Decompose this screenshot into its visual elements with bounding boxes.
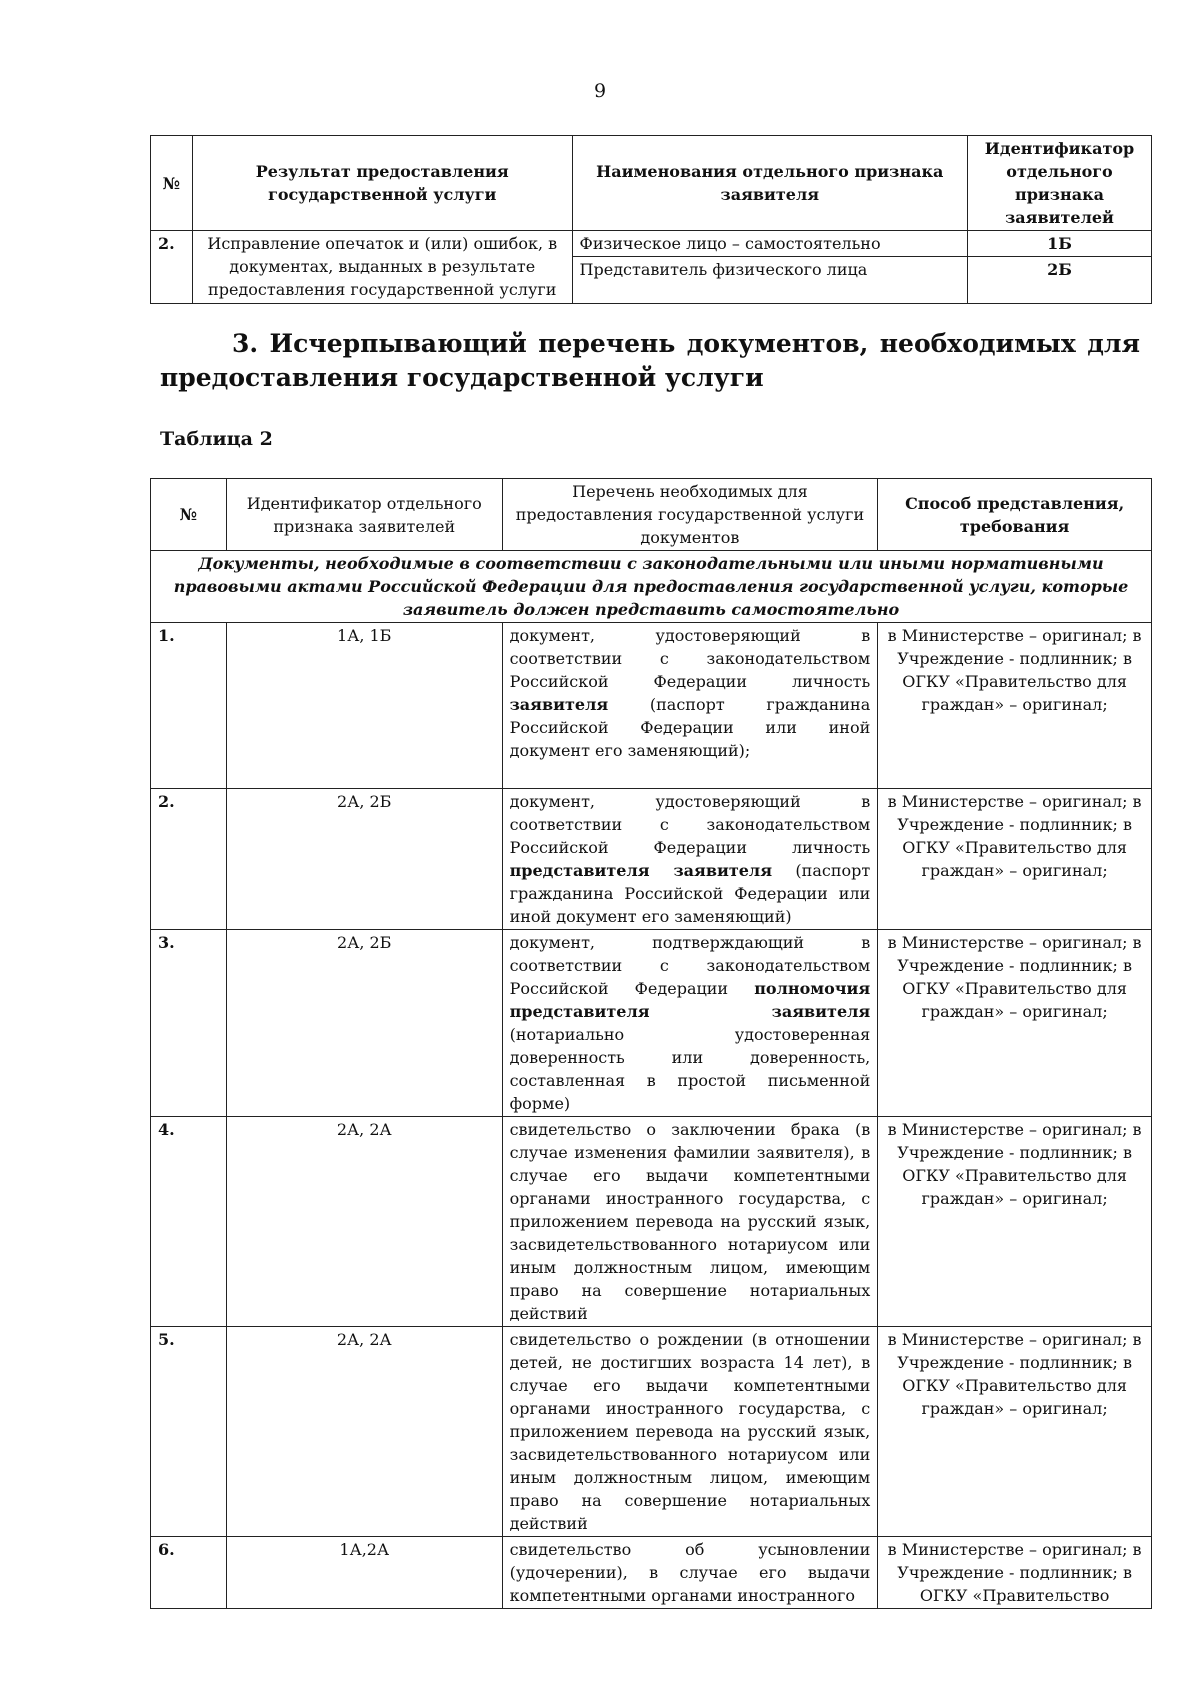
sign-id: 2Б	[968, 257, 1152, 304]
table-header-row	[151, 479, 1152, 551]
row-method: в Министерстве – оригинал; в Учреждение - подлинник; в ОГКУ «Правительство для граждан» – оригинал;	[878, 1327, 1152, 1537]
documents-table	[150, 478, 1152, 1609]
row-method: в Министерстве – оригинал; в Учреждение - подлинник; в ОГКУ «Правительство для граждан» – оригинал;	[878, 930, 1152, 1117]
document-text: документ, подтверждающий в соответствии с законодательством Российской Федерации	[509, 933, 871, 998]
section-heading-line1: 3. Исчерпывающий перечень документов, необходимых для	[232, 329, 1140, 358]
header-sign-name: Наименования отдельного признака заявителя	[572, 136, 967, 231]
header-num: №	[151, 136, 193, 231]
header-sign-id: Идентификатор отдельного признака заявителей	[968, 136, 1152, 231]
document-text: документ, удостоверяющий в соответствии с законодательством Российской Федерации личность	[509, 626, 871, 691]
table-row	[151, 1537, 1152, 1609]
table-row	[151, 789, 1152, 930]
table-row	[151, 1117, 1152, 1327]
row-num: 2.	[151, 789, 227, 930]
subheading-row	[151, 551, 1152, 623]
row-ids: 2А, 2А	[226, 1327, 502, 1537]
row-ids: 1А,2А	[226, 1537, 502, 1609]
row-method: в Министерстве – оригинал; в Учреждение - подлинник; в ОГКУ «Правительство для граждан» – оригинал;	[878, 1117, 1152, 1327]
row-num: 2.	[151, 231, 193, 304]
sign-name: Физическое лицо – самостоятельно	[572, 231, 967, 257]
row-num: 3.	[151, 930, 227, 1117]
document-text-tail: (паспорт гражданина Российской Федерации или иной документ его заменяющий)	[509, 861, 871, 926]
header-docs: Перечень необходимых для предоставления государственной услуги документов	[502, 479, 878, 551]
row-result: Исправление опечаток и (или) ошибок, в документах, выданных в результате предоставления государственной услуги	[192, 231, 572, 304]
table-row	[151, 930, 1152, 1117]
row-document	[502, 789, 878, 930]
header-method: Способ представления, требования	[878, 479, 1152, 551]
document-bold-text: полномочия представителя заявителя	[509, 979, 871, 1021]
row-method: в Министерстве – оригинал; в Учреждение - подлинник; в ОГКУ «Правительство	[878, 1537, 1152, 1609]
row-ids: 2А, 2Б	[226, 789, 502, 930]
sign-id: 1Б	[968, 231, 1152, 257]
document-text-tail: (нотариально удостоверенная доверенность или доверенность, составленная в простой письменной форме)	[509, 1025, 871, 1113]
table-label: Таблица 2	[160, 428, 273, 450]
header-ids: Идентификатор отдельного признака заявителей	[226, 479, 502, 551]
row-num: 4.	[151, 1117, 227, 1327]
document-bold-text: представителя заявителя	[509, 861, 773, 880]
row-document: свидетельство об усыновлении (удочерении), в случае его выдачи компетентными органами иностранного	[502, 1537, 878, 1609]
table-row	[151, 1327, 1152, 1537]
row-num: 5.	[151, 1327, 227, 1537]
document-text-tail: (паспорт гражданина Российской Федерации или иной документ его заменяющий);	[509, 695, 871, 760]
row-num: 1.	[151, 623, 227, 789]
row-method: в Министерстве – оригинал; в Учреждение - подлинник; в ОГКУ «Правительство для граждан» – оригинал;	[878, 623, 1152, 789]
header-result: Результат предоставления государственной услуги	[192, 136, 572, 231]
sign-name: Представитель физического лица	[572, 257, 967, 304]
row-document: свидетельство о заключении брака (в случае изменения фамилии заявителя), в случае его выдачи компетентными органами иностранного государства, с приложением перевода на русский язык, засвидетельствованного нотариусом или иным должностным лицом, имеющим право на совершение нотариальных действий	[502, 1117, 878, 1327]
document-text: документ, удостоверяющий в соответствии с законодательством Российской Федерации личность	[509, 792, 871, 857]
row-ids: 1А, 1Б	[226, 623, 502, 789]
documents-subheading: Документы, необходимые в соответствии с законодательными или иными нормативными правовыми актами Российской Федерации для предоставления государственной услуги, которые заявитель должен представить самостоятельно	[151, 551, 1152, 623]
row-document: свидетельство о рождении (в отношении детей, не достигших возраста 14 лет), в случае его выдачи компетентными органами иностранного государства, с приложением перевода на русский язык, засвидетельствованного нотариусом или иным должностным лицом, имеющим право на совершение нотариальных действий	[502, 1327, 878, 1537]
row-ids: 2А, 2А	[226, 1117, 502, 1327]
applicant-signs-table	[150, 135, 1152, 304]
table-row	[151, 231, 1152, 257]
row-document	[502, 930, 878, 1117]
section-heading	[160, 327, 1140, 395]
page-number: 9	[593, 80, 607, 102]
table-row	[151, 623, 1152, 789]
row-num: 6.	[151, 1537, 227, 1609]
section-heading-line2: предоставления государственной услуги	[160, 363, 764, 392]
row-ids: 2А, 2Б	[226, 930, 502, 1117]
header-num: №	[151, 479, 227, 551]
row-method: в Министерстве – оригинал; в Учреждение - подлинник; в ОГКУ «Правительство для граждан» – оригинал;	[878, 789, 1152, 930]
table-header-row	[151, 136, 1152, 231]
row-document	[502, 623, 878, 789]
document-bold-text: заявителя	[509, 695, 609, 714]
